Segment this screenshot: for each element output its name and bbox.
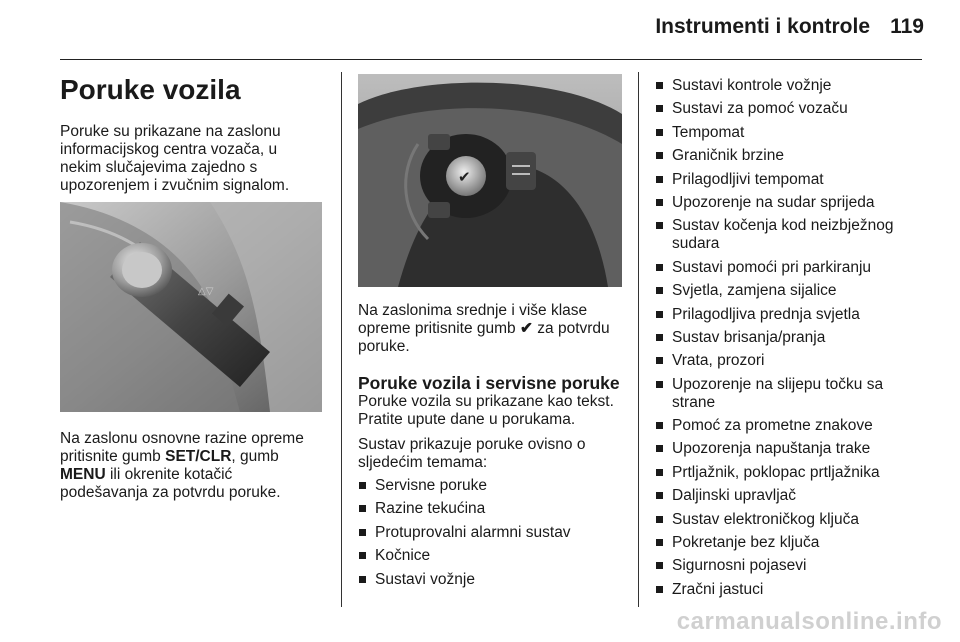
list-item: Sustav kočenja kod neizbježnog sudara [655,217,925,253]
list-item: Prtljažnik, poklopac prtljažnika [655,464,925,482]
list-item: Upozorenje na sudar sprijeda [655,194,925,212]
list-item: Sustavi za pomoć vozaču [655,100,925,118]
list-item: Servisne poruke [358,477,628,495]
list-item: Sustav elektroničkog ključa [655,511,925,529]
list-item: Sustavi kontrole vožnje [655,77,925,95]
paragraph-messages-text: Poruke vozila su prikazane kao tekst. Pratite upute dane u porukama. [358,393,614,428]
list-item: Svjetla, zamjena sijalice [655,282,925,300]
list-item: Sustav brisanja/pranja [655,329,925,347]
list-item: Daljinski upravljač [655,487,925,505]
column-divider-right [638,72,639,607]
stalk-illustration [60,202,322,412]
list-item: Zračni jastuci [655,581,925,599]
stalk-photo [60,202,322,412]
header-title: Instrumenti i kontrole [655,15,870,38]
list-item: Pokretanje bez ključa [655,534,925,552]
section-title: Poruke vozila [60,74,241,105]
list-item: Tempomat [655,124,925,142]
caption-basic-display [60,430,322,502]
caption-text: ili okrenite kotačić podešavanja za potvrdu poruke. [60,466,281,501]
caption-mid-display [358,302,626,356]
list-item: Upozorenja napuštanja trake [655,440,925,458]
caption-text: , gumb [231,448,279,465]
svg-text:✔: ✔ [458,168,471,186]
check-icon: ✔ [519,320,533,337]
list-item: Upozorenje na slijepu točku sa strane [655,376,925,412]
paragraph-topics-intro: Sustav prikazuje poruke ovisno o sljedećim temama: [358,436,586,471]
header-rule [60,59,922,60]
column-divider-left [341,72,342,607]
topic-list-col2 [358,477,628,594]
list-item: Sustavi vožnje [358,571,628,589]
list-item: Razine tekućina [358,500,628,518]
subsection-title: Poruke vozila i servisne poruke [358,373,620,393]
menu-label: MENU [60,466,106,483]
list-item: Sustavi pomoći pri parkiranju [655,259,925,277]
watermark: carmanualsonline.info [676,608,942,635]
caption-text: Na zaslonu osnovne razine opreme pritisnite gumb [60,430,304,465]
caption-text: za potvrdu poruke. [358,320,610,355]
list-item: Pomoć za prometne znakove [655,417,925,435]
list-item: Sigurnosni pojasevi [655,557,925,575]
list-item: Vrata, prozori [655,352,925,370]
topic-list-col3 [655,77,925,604]
steering-wheel-photo [358,74,622,287]
list-item: Kočnice [358,547,628,565]
list-item: Prilagodljivi tempomat [655,171,925,189]
list-item: Prilagodljiva prednja svjetla [655,306,925,324]
setclr-label: SET/CLR [165,448,232,465]
list-item: Protuprovalni alarmni sustav [358,524,628,542]
intro-paragraph: Poruke su prikazane na zaslonu informacijskog centra vozača, u nekim slučajevima zajedno s upozorenjem i zvučnim signalom. [60,123,290,194]
caption-text: Na zaslonima srednje i više klase opreme pritisnite gumb [358,302,588,337]
svg-text:△▽: △▽ [198,286,214,297]
list-item: Graničnik brzine [655,147,925,165]
page-number: 119 [890,15,924,38]
steering-wheel-illustration [358,74,622,287]
